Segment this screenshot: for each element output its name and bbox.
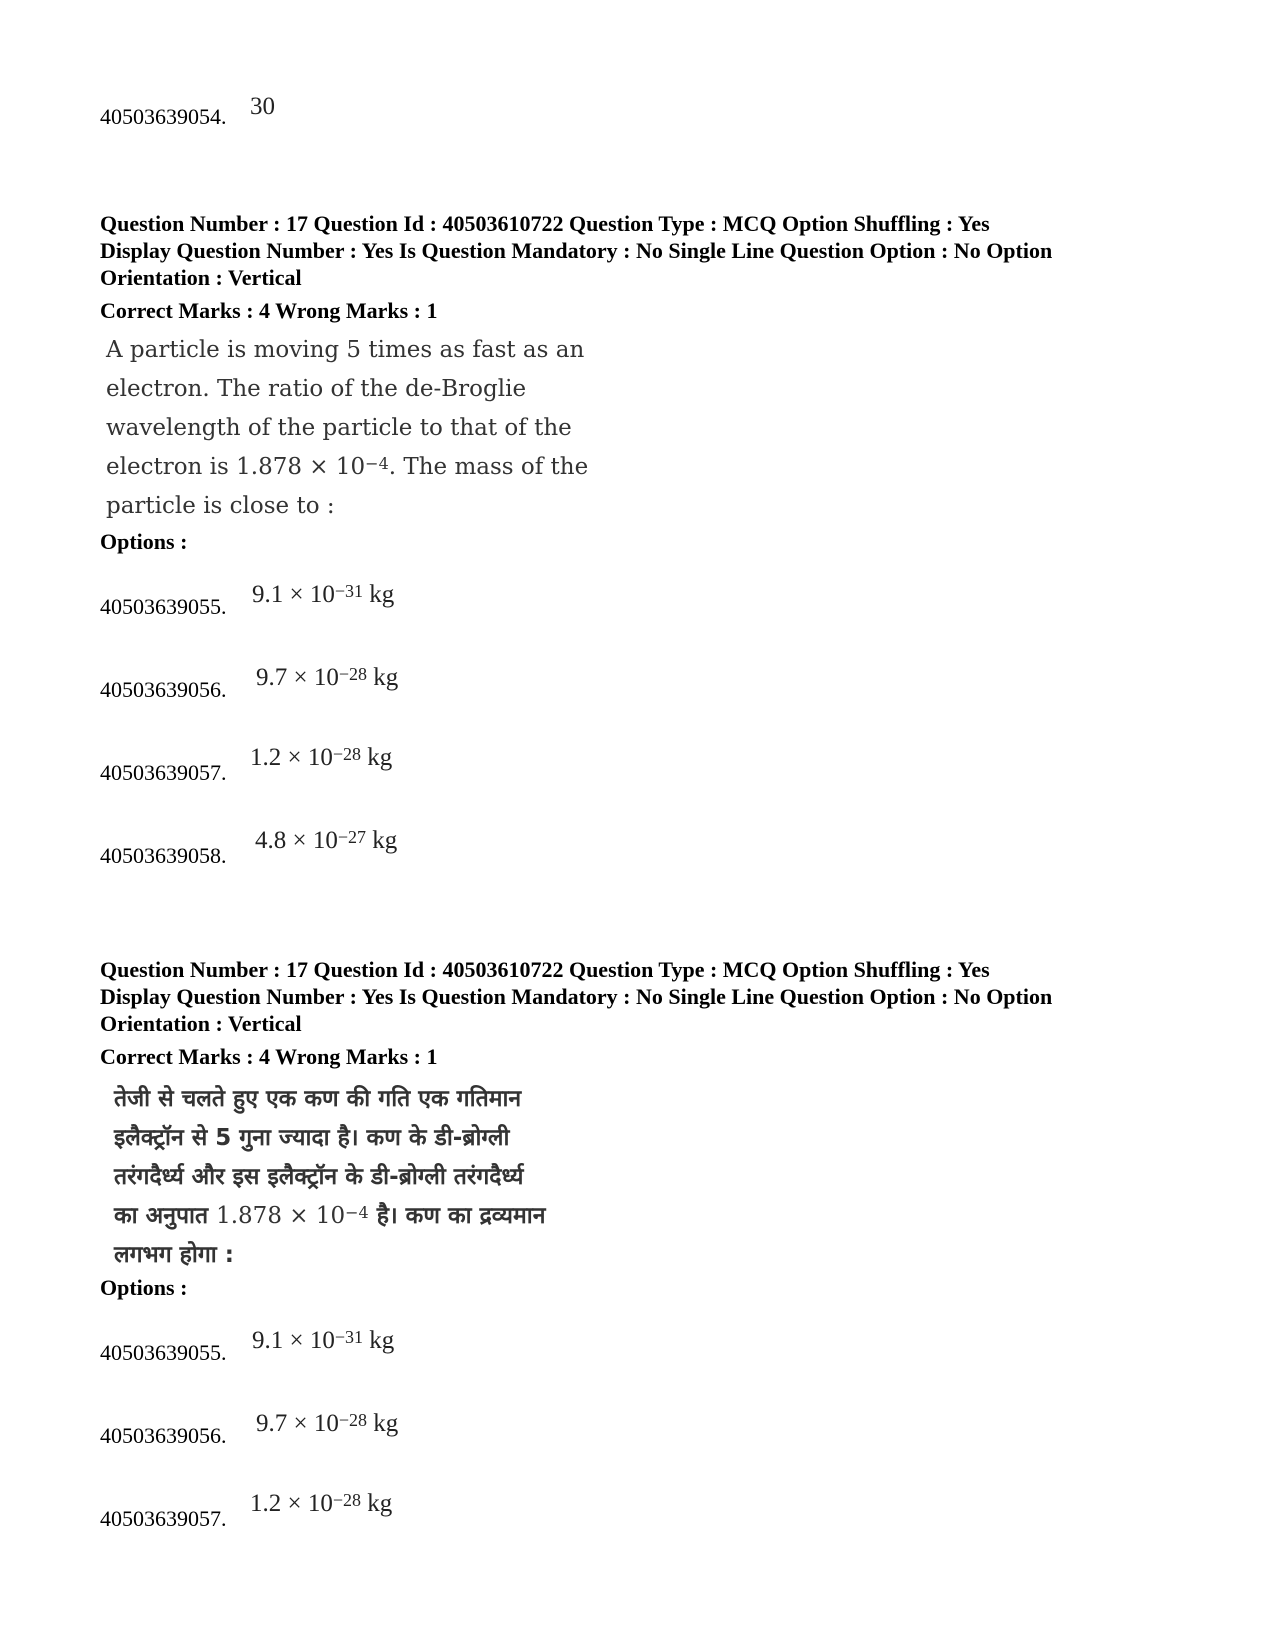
option-value: 30 (250, 93, 275, 120)
option-value: $9.7 \times 10^{-28}$ kg (256, 1410, 399, 1437)
question-meta-line: Question Number : 17 Question Id : 40503610722 Question Type : MCQ Option Shuffling : Yes (100, 211, 990, 236)
question-meta-line: Orientation : Vertical (100, 265, 302, 290)
option-value: $9.1 \times 10^{-31}$ kg (252, 1327, 395, 1354)
option-value: $9.7 \times 10^{-28}$ kg (256, 664, 399, 691)
question-meta-line: Question Number : 17 Question Id : 40503610722 Question Type : MCQ Option Shuffling : Yes (100, 957, 990, 982)
option-id: 40503639056. (100, 677, 227, 702)
option-id: 40503639056. (100, 1423, 227, 1448)
option-id: 40503639057. (100, 760, 227, 785)
question-text: A particle is moving 5 times as fast as an electron. The ratio of the de-Broglie wavelength of the particle to that of the electron is $1.878 \times 10^{-4}$. The mass of the particle is close to : (106, 337, 589, 519)
option-value: $4.8 \times 10^{-27}$ kg (255, 827, 398, 854)
option-value: $1.2 \times 10^{-28}$ kg (250, 1490, 393, 1517)
option-id: 40503639054. (100, 104, 227, 129)
options-label: Options : (100, 1275, 188, 1300)
option-id: 40503639057. (100, 1506, 227, 1531)
question-meta-line: Display Question Number : Yes Is Question Mandatory : No Single Line Question Option : No Option (100, 984, 1053, 1009)
option-id: 40503639055. (100, 1340, 227, 1365)
option-id: 40503639058. (100, 843, 227, 868)
option-value: $1.2 \times 10^{-28}$ kg (250, 744, 393, 771)
options-label: Options : (100, 529, 188, 554)
question-meta-line: Display Question Number : Yes Is Question Mandatory : No Single Line Question Option : No Option (100, 238, 1053, 263)
question-marks: Correct Marks : 4 Wrong Marks : 1 (100, 1044, 438, 1069)
option-value: $9.1 \times 10^{-31}$ kg (252, 581, 395, 608)
question-marks: Correct Marks : 4 Wrong Marks : 1 (100, 298, 438, 323)
question-text: तेजी से चलते हुए एक कण की गति एक गतिमान इलैक्ट्रॉन से 5 गुना ज्यादा है। कण के डी-ब्रोग्ली तरंगदैर्ध्य और इस इलैक्ट्रॉन के डी-ब्रोग्ली तरंगदैर्ध्य का अनुपात $1.878 \times 10^{-4}$ है। कण का द्रव्यमान लगभग होगा : (114, 1086, 546, 1268)
option-id: 40503639055. (100, 594, 227, 619)
question-meta-line: Orientation : Vertical (100, 1011, 302, 1036)
